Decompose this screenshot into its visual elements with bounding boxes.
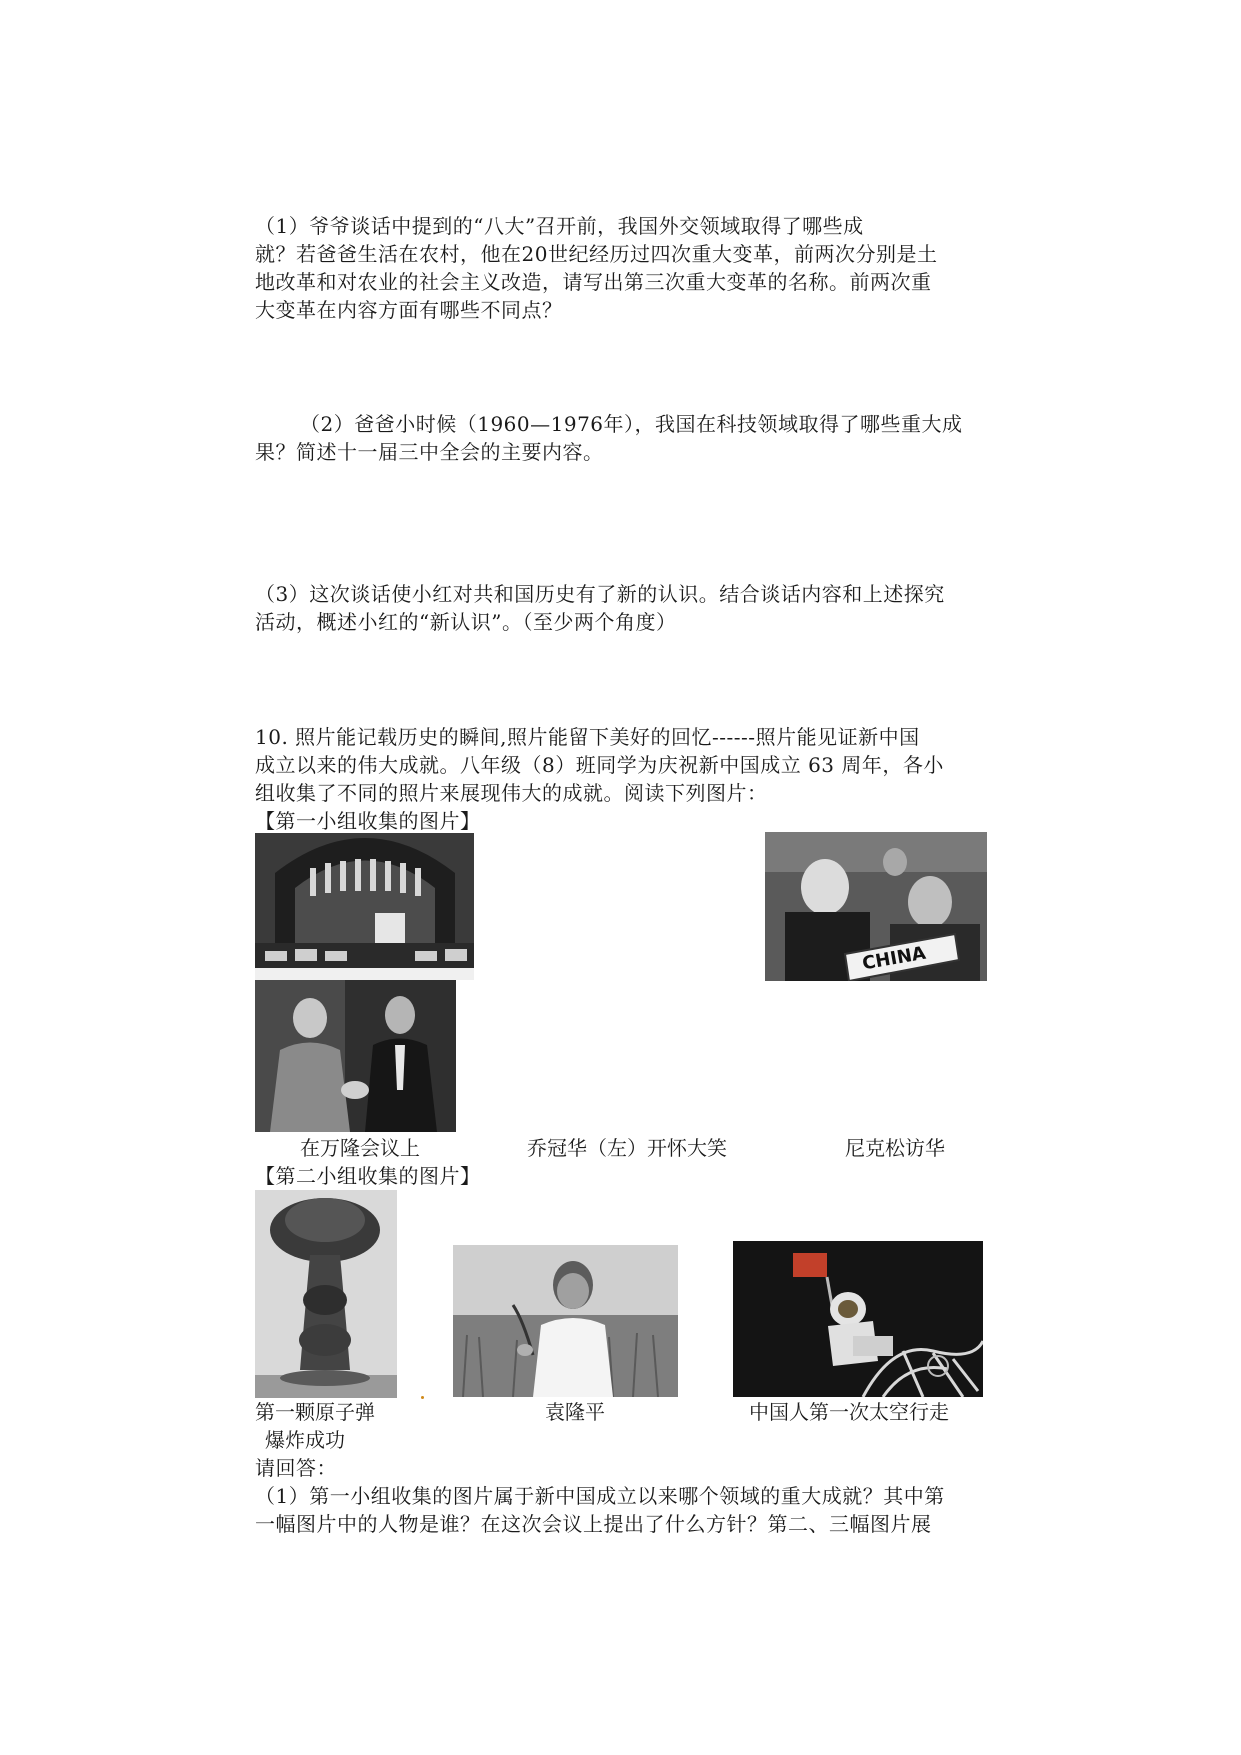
- caption-atomic-bomb-line2: 爆炸成功: [265, 1428, 345, 1452]
- caption-qiao-guanhua: 乔冠华（左）开怀大笑: [527, 1136, 727, 1160]
- atomic-bomb-photo: [255, 1190, 397, 1398]
- bandung-conference-photo: [255, 833, 474, 980]
- nixon-visit-photo: [255, 980, 456, 1132]
- stray-mark: [421, 1396, 424, 1399]
- yuan-longping-photo: [453, 1245, 678, 1397]
- q1-line-4: 大变革在内容方面有哪些不同点？: [255, 298, 563, 322]
- sub1-line-2: 一幅图片中的人物是谁？在这次会议上提出了什么方针？第二、三幅图片展: [255, 1512, 932, 1536]
- group2-heading: 【第二小组收集的图片】: [255, 1164, 481, 1188]
- q3-line-1: （3）这次谈话使小红对共和国历史有了新的认识。结合谈话内容和上述探究: [255, 582, 945, 606]
- q2-line-2: 果？简述十一届三中全会的主要内容。: [255, 440, 604, 464]
- caption-spacewalk: 中国人第一次太空行走: [749, 1400, 949, 1424]
- answer-prompt: 请回答：: [255, 1456, 337, 1480]
- china-nameplate-text: CHINA: [860, 942, 928, 975]
- group1-heading: 【第一小组收集的图片】: [255, 809, 481, 833]
- q10-line-3: 组收集了不同的照片来展现伟大的成就。阅读下列图片：: [255, 781, 768, 805]
- caption-atomic-bomb-line1: 第一颗原子弹: [255, 1400, 375, 1424]
- q3-line-2: 活动，概述小红的“新认识”。（至少两个角度）: [255, 610, 677, 634]
- sub1-line-1: （1）第一小组收集的图片属于新中国成立以来哪个领域的重大成就？其中第: [255, 1484, 945, 1508]
- caption-yuan-longping: 袁隆平: [545, 1400, 605, 1424]
- caption-bandung: 在万隆会议上: [300, 1136, 420, 1160]
- q10-line-2: 成立以来的伟大成就。八年级（8）班同学为庆祝新中国成立 63 周年，各小: [255, 753, 944, 777]
- q10-line-1: 10. 照片能记载历史的瞬间,照片能留下美好的回忆------照片能见证新中国: [255, 725, 920, 749]
- q1-line-2: 就？若爸爸生活在农村，他在20世纪经历过四次重大变革，前两次分别是土: [255, 242, 938, 266]
- q1-line-1: （1）爷爷谈话中提到的“八大”召开前，我国外交领域取得了哪些成: [255, 214, 864, 238]
- spacewalk-photo: [733, 1241, 983, 1397]
- q2-line-1: （2）爸爸小时候（1960—1976年），我国在科技领域取得了哪些重大成: [300, 412, 963, 436]
- q1-line-3: 地改革和对农业的社会主义改造，请写出第三次重大变革的名称。前两次重: [255, 270, 932, 294]
- caption-nixon: 尼克松访华: [845, 1136, 945, 1160]
- qiao-guanhua-photo: [765, 832, 987, 981]
